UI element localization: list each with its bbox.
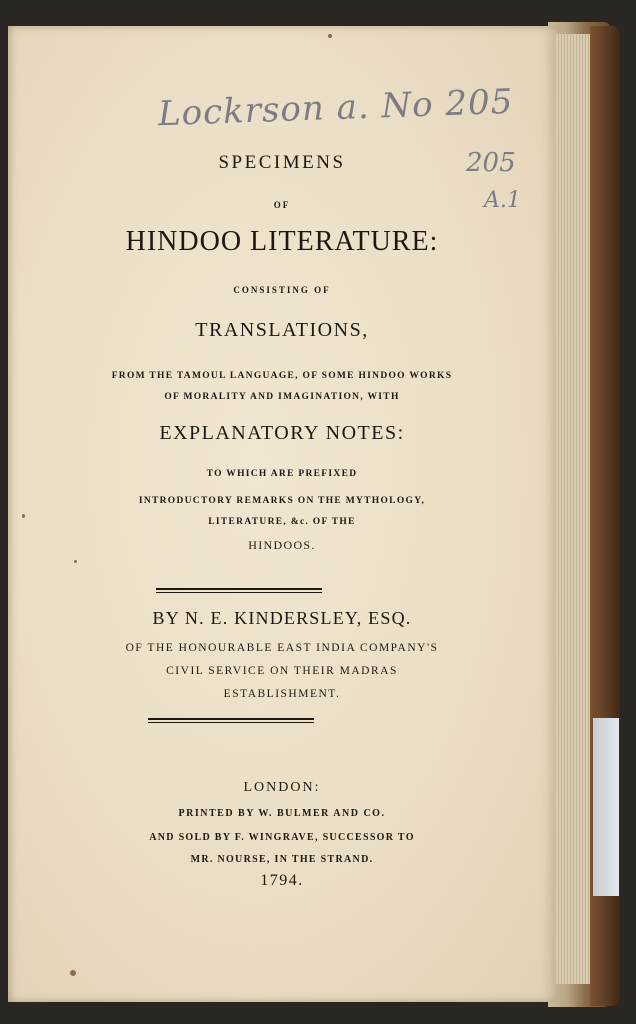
foxing-spot [328,34,332,38]
paper-slip-tab [593,718,619,896]
imprint-seller: AND SOLD BY F. WINGRAVE, SUCCESSOR TO [149,832,415,843]
explanatory-notes-heading: EXPLANATORY NOTES: [159,422,405,444]
imprint-place: LONDON: [243,780,321,795]
main-title: HINDOO LITERATURE: [125,226,439,257]
handwritten-number: 205 [466,148,516,178]
double-rule-top [156,588,322,593]
author-line: BY N. E. KINDERSLEY, ESQ. [152,608,412,628]
of-word: OF [273,200,291,210]
imprint-address: MR. NOURSE, IN THE STRAND. [190,854,374,865]
imprint-printer: PRINTED BY W. BULMER AND CO. [178,808,386,819]
from-line-1: FROM THE TAMOUL LANGUAGE, OF SOME HINDOO WORKS [111,371,453,381]
page-edges [556,34,590,984]
prefixed-line-1: TO WHICH ARE PREFIXED [206,469,358,479]
author-affiliation-1: OF THE HONOURABLE EAST INDIA COMPANY'S [125,642,439,654]
handwritten-code: A.1 [484,188,521,213]
from-line-2: OF MORALITY AND IMAGINATION, WITH [164,392,400,402]
specimens-heading: SPECIMENS [218,152,346,173]
prefixed-line-2: INTRODUCTORY REMARKS ON THE MYTHOLOGY, [138,496,426,506]
foxing-spot [22,514,25,518]
double-rule-bottom [148,718,314,723]
author-affiliation-2: CIVIL SERVICE ON THEIR MADRAS [166,665,398,677]
translations-heading: TRANSLATIONS, [195,319,369,341]
consisting-of: CONSISTING OF [233,285,331,295]
imprint-year: 1794. [260,872,304,889]
foxing-spot [70,970,76,976]
prefixed-line-3: LITERATURE, &c. OF THE [208,517,356,527]
prefixed-line-4: HINDOOS. [248,538,316,552]
title-page [8,26,556,1002]
foxing-spot [74,560,77,563]
handwritten-shelfmark: Lockrson a. No 205 [157,81,514,135]
author-affiliation-3: ESTABLISHMENT. [223,688,341,700]
